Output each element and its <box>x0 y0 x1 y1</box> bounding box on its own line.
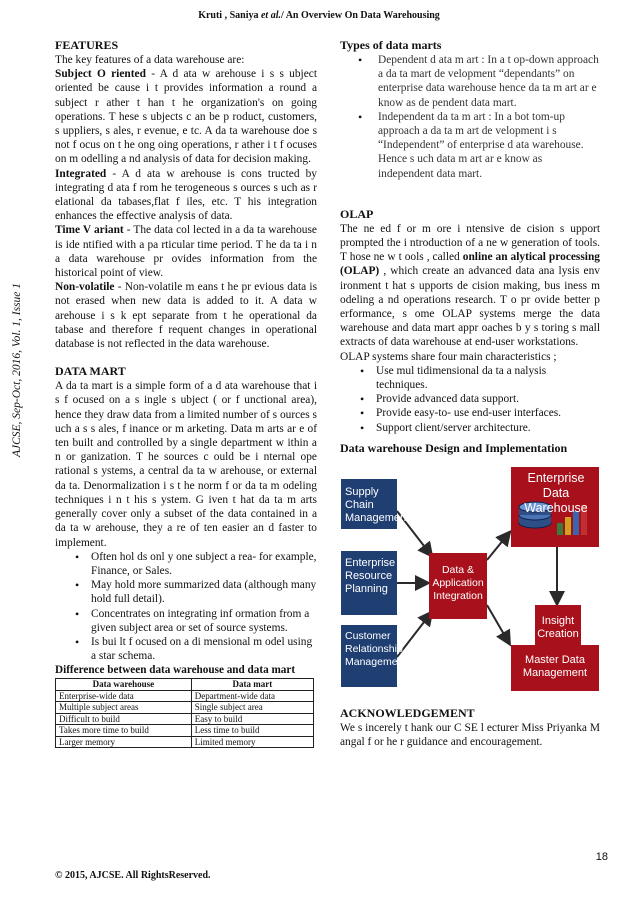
features-heading: FEATURES <box>55 38 119 52</box>
olap-heading: OLAP <box>340 206 374 221</box>
table-cell: Department-wide data <box>191 690 313 702</box>
datamart-heading: DATA MART <box>55 364 126 379</box>
feature-text: - A d ata w arehouse i s s ubject oriented be cause i t provides information a round a subject r ather t han t he organization's on going operations. T hese s ubjects c an be p roduct, customers, s uppliers, s ales, r evenue, e tc. A da ta warehouse doe s not f ocus on t he ong oing operations, r ather i t f ocuses on m odelling a nd analysis of data for decision making. <box>55 68 317 166</box>
table-header-cell: Data warehouse <box>56 679 192 691</box>
feature-text: - The data col lected in a da ta warehouse is ide ntified with a pa rticular time period. T he da ta i n a data warehouse pr ovides information from the historical point of view. <box>55 224 317 280</box>
left-column <box>55 38 317 748</box>
olap-bold-term: online an alytical processing (OLAP) <box>340 251 600 278</box>
mdm-label: Master Data Management <box>522 653 588 679</box>
supply-chain-label: Supply Chain Management <box>345 485 410 524</box>
feature-text: - A d ata w arehouse is cons tructed by integrating d ata f rom he terogeneous s ources s uch as r elational da tabases,flat f iles, etc. T his integration enhances the effective analysis of data. <box>55 167 317 223</box>
header-etal: et al. <box>258 10 281 21</box>
list-item: • Provide advanced data support. <box>340 392 600 406</box>
enterprise-dw-label: Enterprise Data Warehouse <box>524 470 588 515</box>
feature-subject-oriented <box>55 67 317 166</box>
list-item: • May hold more summarized data (although many hold full detail). <box>55 578 317 606</box>
table-cell: Easy to build <box>191 713 313 725</box>
list-item: • Concentrates on integrating inf ormation from a given subject area or set of source systems. <box>55 607 317 635</box>
table-cell: Takes more time to build <box>56 725 192 737</box>
types-bullet-list <box>340 53 600 181</box>
features-intro: The key features of a data warehouse are: <box>55 54 245 66</box>
feature-time-variant <box>55 223 317 280</box>
table-row <box>56 736 314 748</box>
table-row <box>56 690 314 702</box>
table-cell: Difficult to build <box>56 713 192 725</box>
list-item: • Is bui lt f ocused on a di mensional m odel using a star schema. <box>55 635 317 663</box>
copyright-footer: © 2015, AJCSE. All RightsReserved. <box>55 870 211 881</box>
feature-term: Non-volatile <box>55 281 115 294</box>
feature-text: - Non-volatile m eans t he pr evious data is not erased when new data is added to it. A data w arehouse i s k ept separate from t he operational da tabase and therefore f requent changes in operational database is not reflected in the data warehouse. <box>55 281 317 351</box>
right-column <box>340 38 600 749</box>
list-item: • Support client/server architecture. <box>340 421 600 435</box>
olap-paragraph <box>340 222 600 350</box>
list-item: • Often hol ds onl y one subject a rea- for example, Finance, or Sales. <box>55 550 317 578</box>
difference-table <box>55 678 314 748</box>
table-cell: Less time to build <box>191 725 313 737</box>
page-number: 18 <box>595 851 608 863</box>
olap-text-1: The ne ed f or m ore i ntensive de cision s upport prompted the i ntroduction of a ne w generation of tools. T hose ne w t ools , called <box>340 222 600 264</box>
side-journal-text: AJCSE, Sep-Oct, 2016, Vol. 1, Issue 1 <box>11 282 23 458</box>
feature-term: Integrated <box>55 167 107 180</box>
types-heading: Types of data marts <box>340 38 442 52</box>
integration-label: Data & Application Integration <box>432 563 484 602</box>
erp-label: Enterprise Resource Planning <box>345 556 396 595</box>
datamart-bullet-list <box>55 550 317 664</box>
crm-label: Customer Relationship Management <box>345 629 407 668</box>
arrow-integration-to-mdm <box>487 605 509 643</box>
header-title: / An Overview On Data Warehousing <box>280 10 440 21</box>
table-row <box>56 713 314 725</box>
architecture-figure <box>339 465 601 693</box>
olap-list-intro: OLAP systems share four main characteristics ; <box>340 350 557 363</box>
table-title: Difference between data warehouse and data mart <box>55 664 296 677</box>
table-row <box>56 725 314 737</box>
side-journal-citation <box>6 100 28 640</box>
table-cell: Single subject area <box>191 702 313 714</box>
design-heading: Data warehouse Design and Implementation <box>340 440 568 455</box>
table-cell: Enterprise-wide data <box>56 690 192 702</box>
olap-bullet-list <box>340 364 600 435</box>
running-header <box>0 10 638 21</box>
list-item: • Use mul tidimensional da ta a nalysis techniques. <box>340 364 600 392</box>
arrow-integration-to-edw <box>487 533 509 560</box>
table-cell: Limited memory <box>191 736 313 748</box>
insight-label: Insight Creation <box>537 614 579 640</box>
feature-term: Time V ariant <box>55 224 124 237</box>
feature-term: Subject O riented <box>55 68 146 81</box>
table-row <box>56 702 314 714</box>
list-item: • Provide easy-to- use end-user interfaces. <box>340 406 600 420</box>
header-authors: Kruti , Saniya <box>198 10 259 21</box>
list-item: • Independent da ta m art : In a bot tom-up approach a da ta m art de velopment i s “Independent” of enterprise d ata warehouse. Hence s uch data m art ar e know as independent data mart. <box>340 110 600 181</box>
table-cell: Larger memory <box>56 736 192 748</box>
feature-non-volatile <box>55 280 317 351</box>
table-header-cell: Data mart <box>191 679 313 691</box>
ack-heading: ACKNOWLEDGEMENT <box>340 705 475 720</box>
table-cell: Multiple subject areas <box>56 702 192 714</box>
table-header-row <box>56 679 314 691</box>
feature-integrated <box>55 167 317 224</box>
ack-paragraph: We s incerely t hank our C SE l ecturer Miss Priyanka M angal f or he r guidance and encouragement. <box>340 721 600 749</box>
olap-text-2: , which create an advanced data ana lysis env ironment t hat s upports de cision making, bus iness m odeling a nd operations research. T o pr ovide better p erformance, s ome OLAP systems merge the data warehouse and data mart appr oaches b y s toring s mall extracts of data warehouse at end-user workstations. <box>340 265 600 349</box>
list-item: • Dependent d ata m art : In a t op-down approach a da ta mart de velopment “dependants” on enterprise data warehouse hence da ta m art ar e know as de pendent data mart. <box>340 53 600 110</box>
datamart-paragraph: A da ta mart is a simple form of a d ata warehouse that i s f ocused on a s ingle s ubject ( or f unctional area), hence they draw data from a limited number of s ources s uch a s s ales, f inance or m arketing. Data m arts ar e of ten built and controlled by a single department w ithin a n or ganization. T he sources c ould be i nternal ope rational s ystems, a central da ta w arehouse, or external da ta. Denormalization i s t he norm f or da ta m odeling techniques i n t his s ystem. G iven t hat da ta m arts generally cover only a subset of the data contained in a da ta w arehouse, they a re of ten easier an d faster to implement. <box>55 380 317 549</box>
